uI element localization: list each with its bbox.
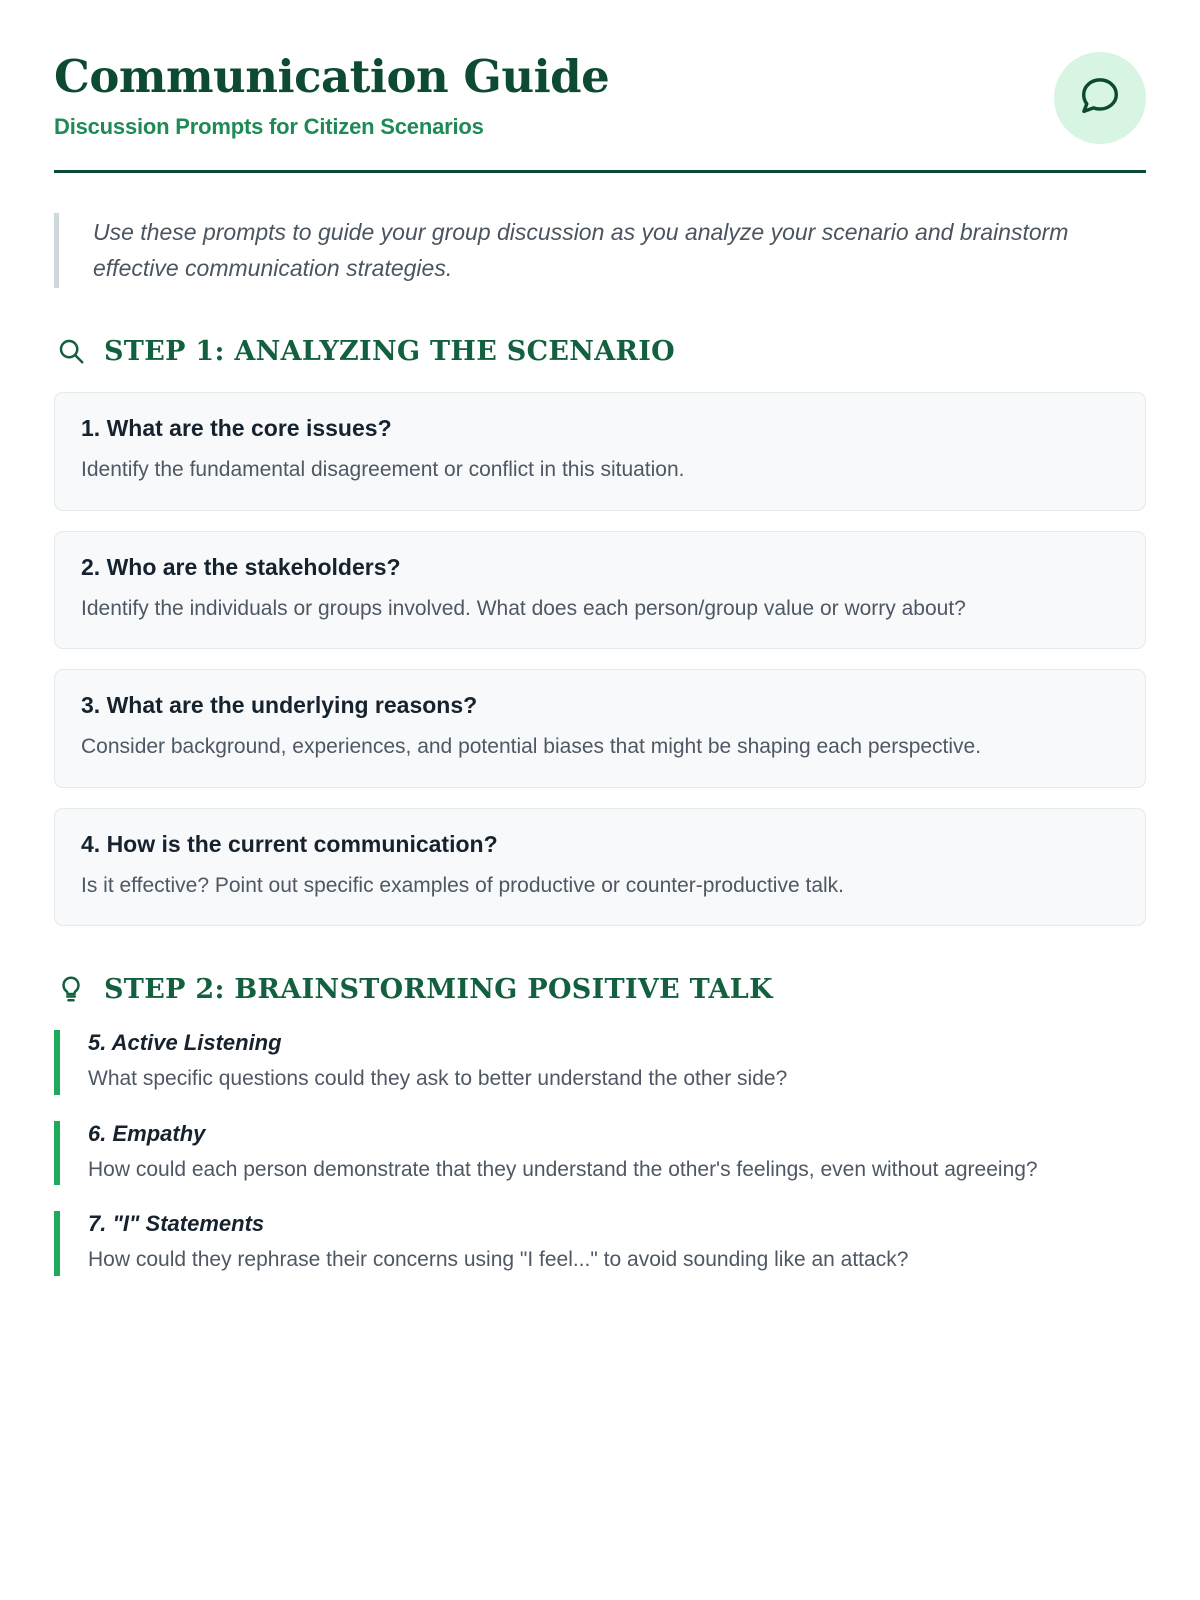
intro-note [54,213,1146,288]
section-heading-step-1 [54,334,1146,368]
header-badge [1054,52,1146,144]
prompt-card-title: 2. Who are the stakeholders? [81,553,401,580]
prompt-card-title: 4. How is the current communication? [81,830,498,857]
prompt-item-title: 6. Empathy [88,1120,206,1146]
prompt-card-body: Is it effective? Point out specific examples of productive or counter-productive talk. [81,873,844,897]
prompt-item-title: 7. "I" Statements [88,1211,265,1237]
prompt-item [54,1121,1146,1186]
prompt-card-body: Identify the individuals or groups involved. What does each person/group value or worry about? [81,596,966,620]
prompt-item-title: 5. Active Listening [88,1030,282,1056]
prompt-card-body: Consider background, experiences, and potential biases that might be shaping each perspective. [81,735,982,759]
prompt-card [54,531,1146,650]
prompt-item-body: What specific questions could they ask to better understand the other side? [88,1067,788,1091]
page-title: Communication Guide [54,50,610,103]
prompt-item [54,1030,1146,1095]
prompt-item-body: How could they rephrase their concerns using "I feel..." to avoid sounding like an attack? [88,1248,909,1272]
section-title: STEP 1: ANALYZING THE SCENARIO [104,335,675,367]
section-title: STEP 2: BRAINSTORMING POSITIVE TALK [104,973,773,1005]
lightbulb-icon [54,972,88,1006]
prompt-card [54,808,1146,927]
prompt-card [54,392,1146,511]
prompt-card-title: 1. What are the core issues? [81,415,392,442]
prompt-item-body: How could each person demonstrate that they understand the other's feelings, even without agreeing? [88,1157,1038,1181]
prompt-card [54,669,1146,788]
header-divider [54,170,1146,173]
prompt-card-body: Identify the fundamental disagreement or conflict in this situation. [81,458,685,482]
title-block [54,48,609,140]
prompt-item [54,1211,1146,1276]
page-subtitle: Discussion Prompts for Citizen Scenarios [54,113,484,139]
prompt-card-title: 3. What are the underlying reasons? [81,692,478,719]
section-heading-step-2 [54,972,1146,1006]
document-header [54,48,1146,144]
magnifier-icon [54,334,88,368]
speech-bubble-icon [1077,73,1123,124]
intro-text: Use these prompts to guide your group discussion as you analyze your scenario and brainstorm effective communication strategies. [93,219,1069,281]
